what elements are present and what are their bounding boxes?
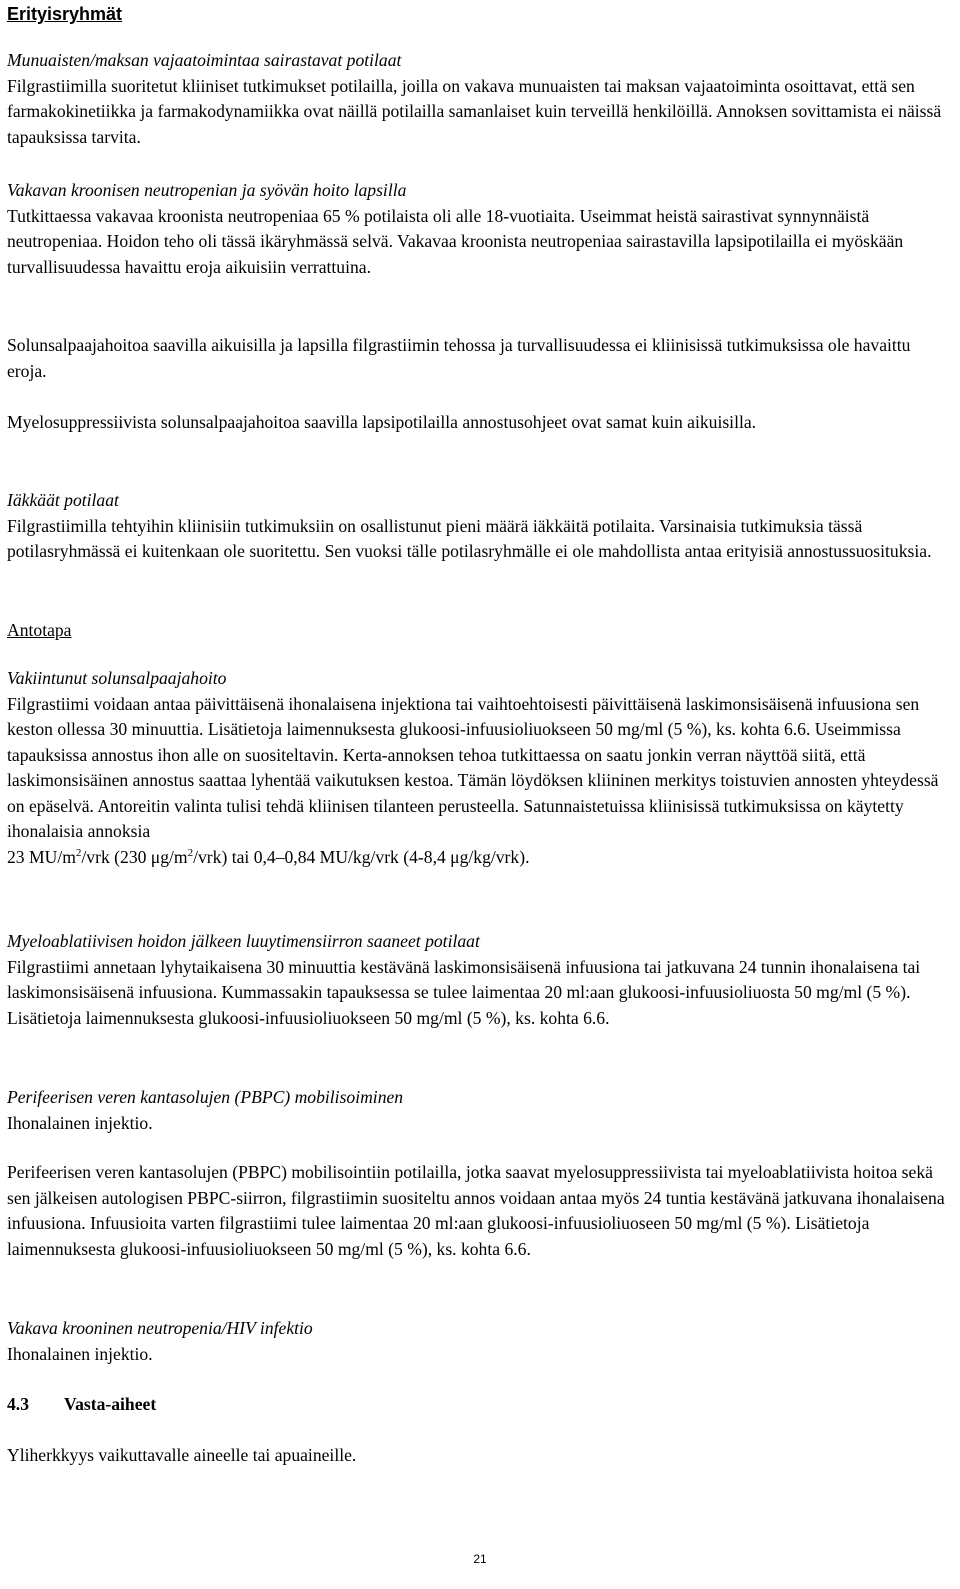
hiv-section (7, 1316, 952, 1367)
renal-section (7, 48, 952, 150)
renal-text: Filgrastiimilla suoritetut kliiniset tutkimukset potilailla, joilla on vakava munuaisten tai maksan vajaatoiminta osoittavat, että sen farmakokinetiikka ja farmakodynamiikka ovat näillä potilailla samanlaiset kuin terveillä henkilöillä. Annoksen sovittamista ei näissä tapauksissa tarvita. (7, 75, 942, 147)
antotapa-section (7, 618, 952, 644)
established-heading: Vakiintunut solunsalpaajahoito (7, 668, 227, 688)
contra-section (7, 1443, 952, 1469)
section-title: Erityisryhmät (7, 4, 123, 24)
dose-sup-2: 2 (187, 846, 194, 859)
established-dose-line (7, 845, 952, 871)
contra-text: Yliherkkyys vaikuttavalle aineelle tai apuaineille. (7, 1445, 357, 1465)
antotapa-heading: Antotapa (7, 620, 72, 640)
pbpc-paragraph-section (7, 1160, 952, 1262)
pbpc-paragraph: Perifeerisen veren kantasolujen (PBPC) mobilisointiin potilailla, jotka saavat myelosuppressiivista tai myeloablatiivista hoitoa sekä sen jälkeisen autologisen PBPC-siirron, filgrastiimin suositeltu annos voidaan antaa myös 24 tuntia kestävänä jatkuvana ihonalaisena infuusiona. Infuusioita varten filgrastiimi tulee laimentaa 20 ml:aan glukoosi-infuusioliuoseen 50 mg/ml (5 %). Lisätietoja laimennuksesta glukoosi-infuusioliuokseen 50 mg/ml (5 %), ks. kohta 6.6. (7, 1162, 945, 1259)
pbpc-heading: Perifeerisen veren kantasolujen (PBPC) mobilisoiminen (7, 1087, 404, 1107)
myeloablative-section (7, 929, 952, 1031)
hiv-text: Ihonalainen injektio. (7, 1343, 153, 1364)
pbpc-section (7, 1085, 952, 1136)
section-4-3-heading (7, 1392, 952, 1418)
elderly-heading: Iäkkäät potilaat (7, 490, 119, 510)
pbpc-text: Ihonalainen injektio. (7, 1112, 153, 1133)
dose-part-b: /vrk (230 μg/m (81, 846, 188, 867)
neutropenia-children-heading: Vakavan kroonisen neutropenian ja syövän hoito lapsilla (7, 180, 407, 200)
elderly-section (7, 488, 952, 565)
myelo-paragraph: Myelosuppressiivista solunsalpaajahoitoa saavilla lapsipotilailla annostusohjeet ovat samat kuin aikuisilla. (7, 412, 757, 432)
hiv-heading: Vakava krooninen neutropenia/HIV infektio (7, 1318, 313, 1338)
dose-part-a: 23 MU/m (7, 846, 76, 867)
myelo-section (7, 410, 952, 436)
section-4-3-title: Vasta-aiheet (64, 1394, 157, 1414)
established-text: Filgrastiimi voidaan antaa päivittäisenä ihonalaisena injektiona tai vaihtoehtoisesti päivittäisenä laskimonsisäisenä infuusiona sen keston ollessa 30 minuuttia. Lisätietoja laimennuksesta glukoosi-infuusioliuokseen 50 mg/ml (5 %), ks. kohta 6.6. Useimmissa tapauksissa annostus ihon alle on suositeltavin. Kerta-annoksen tehoa tutkittaessa on saatu jonkin verran näyttöä siitä, että laskimonsisäinen annostus saattaa lyhentää vaikutuksen kestoa. Tämän löydöksen kliininen merkitys toistuvien annosten yhteydessä on epäselvä. Antoreitin valinta tulisi tehdä kliinisen tilanteen perusteella. Satunnaistetuissa kliinisissä tutkimuksissa on käytetty ihonalaisia annoksia (7, 693, 939, 841)
cytotoxic-paragraph: Solunsalpaajahoitoa saavilla aikuisilla ja lapsilla filgrastiimin tehossa ja turvallisuudessa ei kliinisissä tutkimuksissa ole havaittu eroja. (7, 335, 911, 381)
myeloablative-heading: Myeloablatiivisen hoidon jälkeen luuytimensiirron saaneet potilaat (7, 931, 480, 951)
elderly-text: Filgrastiimilla tehtyihin kliinisiin tutkimuksiin on osallistunut pieni määrä iäkkäitä potilaita. Varsinaisia tutkimuksia tässä potilasryhmässä ei kuitenkaan ole suoritettu. Sen vuoksi tälle potilasryhmälle ei ole mahdollista antaa erityisiä annostussuosituksia. (7, 515, 932, 561)
dose-part-c: /vrk) tai 0,4–0,84 MU/kg/vrk (4-8,4 μg/kg/vrk). (193, 846, 530, 867)
page-number: 21 (473, 1552, 487, 1566)
neutropenia-children-text: Tutkittaessa vakavaa kroonista neutropeniaa 65 % potilaista oli alle 18-vuotiaita. Useimmat heistä sairastivat synnynnäistä neutropeniaa. Hoidon teho oli tässä ikäryhmässä selvä. Vakavaa kroonista neutropeniaa sairastavilla lapsipotilailla ei myöskään turvallisuudessa havaittu eroja aikuisiin verrattuina. (7, 205, 904, 277)
renal-heading: Munuaisten/maksan vajaatoimintaa sairastavat potilaat (7, 50, 402, 70)
section-number: 4.3 (7, 1394, 29, 1414)
established-section (7, 666, 952, 870)
myeloablative-text: Filgrastiimi annetaan lyhytaikaisena 30 minuuttia kestävänä laskimonsisäisenä infuusiona tai jatkuvana 24 tunnin ihonalaisena tai laskimonsisäisenä infuusiona. Kummassakin tapauksessa se tulee laimentaa 20 ml:aan glukoosi-infuusioliuosta 50 mg/ml (5 %). Lisätietoja laimennuksesta glukoosi-infuusioliuokseen 50 mg/ml (5 %), ks. kohta 6.6. (7, 956, 921, 1028)
neutropenia-children-section (7, 178, 952, 280)
cytotoxic-section (7, 333, 952, 384)
dose-sup-1: 2 (75, 846, 82, 859)
section-4-3 (7, 1392, 952, 1418)
